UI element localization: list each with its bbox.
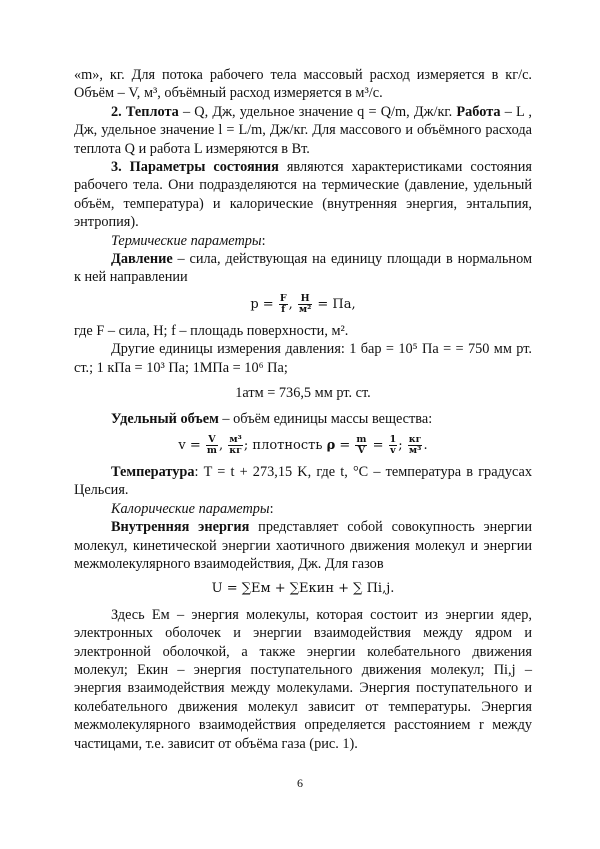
eq1-f1-num: F [279,292,287,304]
eq1-f2-den: м² [298,303,312,315]
thermal-heading-colon: : [261,232,266,249]
eq1-fraction-units [298,294,312,315]
heat-text: – Q, Дж, удельное значение q = Q/m, Дж/кг. [178,103,457,120]
paragraph-heat-work [74,103,532,158]
eq3-fraction-units [228,435,243,456]
eq1-f2-num: Н [298,294,312,305]
paragraph-force-area: где F – сила, Н; f – площадь поверхности, м². [74,322,349,339]
page-body [74,66,532,753]
eq3-rho: ρ [326,437,336,453]
paragraph-energy-description: Здесь Eм – энергия молекулы, которая состоит из энергии ядер, электронных оболочек и энергии взаимодействия между ядром и электронной оболочкой, а также энергии колебательного движения молекул; Eкин – энергия поступательного движения молекул; Пi,j – энергия взаимодействия между молекулами. Энергия поступательного и колебательного движения молекул зависит от температуры. Энергия межмолекулярного взаимодействия определяется расстоянием r между частицами, т.е. зависит от объёма газа (рис. 1). [74,606,532,752]
eq1-fraction-force [279,294,288,315]
eq1-f1-den: f [281,303,286,315]
caloric-heading-colon: : [269,500,274,517]
eq3-sep: , [218,437,228,453]
eq3-fraction-mv [355,435,367,456]
eq3-fraction-vm [206,435,218,456]
eq3-end: . [423,437,428,453]
equation-pressure [74,294,532,315]
eq3-f4-den: v [390,444,396,456]
eq3-fraction-density-units [408,435,423,456]
specific-volume-text: – объём единицы массы вещества: [218,410,433,427]
eq1-rhs: = Па, [313,296,356,312]
pressure-text: – сила, действующая на единицу площади в нормальном к ней направлении [74,251,532,286]
eq3-fraction-1v [389,435,398,456]
equation-atm: 1атм = 736,5 мм рт. ст. [235,385,371,402]
eq3-f5-num: кг [408,433,422,445]
heat-heading: 2. Теплота [111,103,179,120]
state-parameters-heading: 3. Параметры состояния [111,159,279,176]
paragraph-other-units: Другие единицы измерения давления: 1 бар = 10⁵ Па = = 750 мм рт. ст.; 1 кПа = 10³ Па; 1МПа = 10⁶ Па; [74,341,532,376]
state-parameters-text: являются характеристиками состояния рабочего тела. Они подразделяются на термические (давление, удельный объём, температура) и калорические (внутренняя энергия, энтальпия, энтропия). [74,159,532,231]
equation-internal-energy: U = ∑Eм + ∑Eкин + ∑ Пi,j. [211,581,395,597]
eq3-sep2: ; [398,437,407,453]
paragraph-internal-energy [74,518,532,573]
paragraph-pressure [74,250,532,287]
paragraph-temperature [74,463,532,500]
page-number: 6 [297,776,303,790]
paragraph-specific-volume [74,410,532,428]
eq3-equals-1: = [335,437,355,453]
work-text: – L , Дж, удельное значение l = L/m, Дж/кг. Для массового и объёмного расхода теплота Q и работа L измеряются в Вт. [74,103,532,157]
temperature-text: : T = t + 273,15 K, где t, °C – температура в градусах Цельсия. [74,463,532,499]
caloric-heading-text: Калорические параметры [111,500,270,517]
paragraph-state-parameters [74,158,532,232]
internal-energy-text: представляет собой совокупность энергии молекул, кинетической энергии хаотичного движения молекул и энергии межмолекулярного взаимодействия, Дж. Для газов [74,519,532,572]
thermal-parameters-heading [74,232,532,250]
specific-volume-heading: Удельный объем [111,410,219,427]
internal-energy-heading: Внутренняя энергия [111,519,250,536]
eq1-lhs: p = [250,296,278,312]
eq3-f2-den: кг [229,444,242,456]
eq3-f1-den: m [206,444,217,456]
eq1-sep: , [288,296,297,312]
eq3-f3-den: V [357,444,366,456]
work-heading: Работа [456,103,501,120]
equation-specific-volume [74,435,532,456]
thermal-heading-text: Термические параметры [111,232,262,249]
eq3-lhs: v = [178,437,205,453]
eq3-f3-num: m [356,433,367,445]
eq3-f4-num: 1 [389,433,397,445]
eq3-density-label: ; плотность [243,437,327,453]
eq3-f2-num: м³ [229,433,242,445]
pressure-heading: Давление [111,251,173,268]
eq3-equals-2: = [368,437,388,453]
eq3-f1-num: V [206,435,218,446]
temperature-heading: Температура [111,463,195,480]
eq3-f5-den: м³ [408,444,422,456]
paragraph-mass-volume: «m», кг. Для потока рабочего тела массовый расход измеряется в кг/с. Объём – V, м³, объёмный расход измеряется в м³/с. [74,67,532,102]
caloric-parameters-heading [74,500,532,518]
